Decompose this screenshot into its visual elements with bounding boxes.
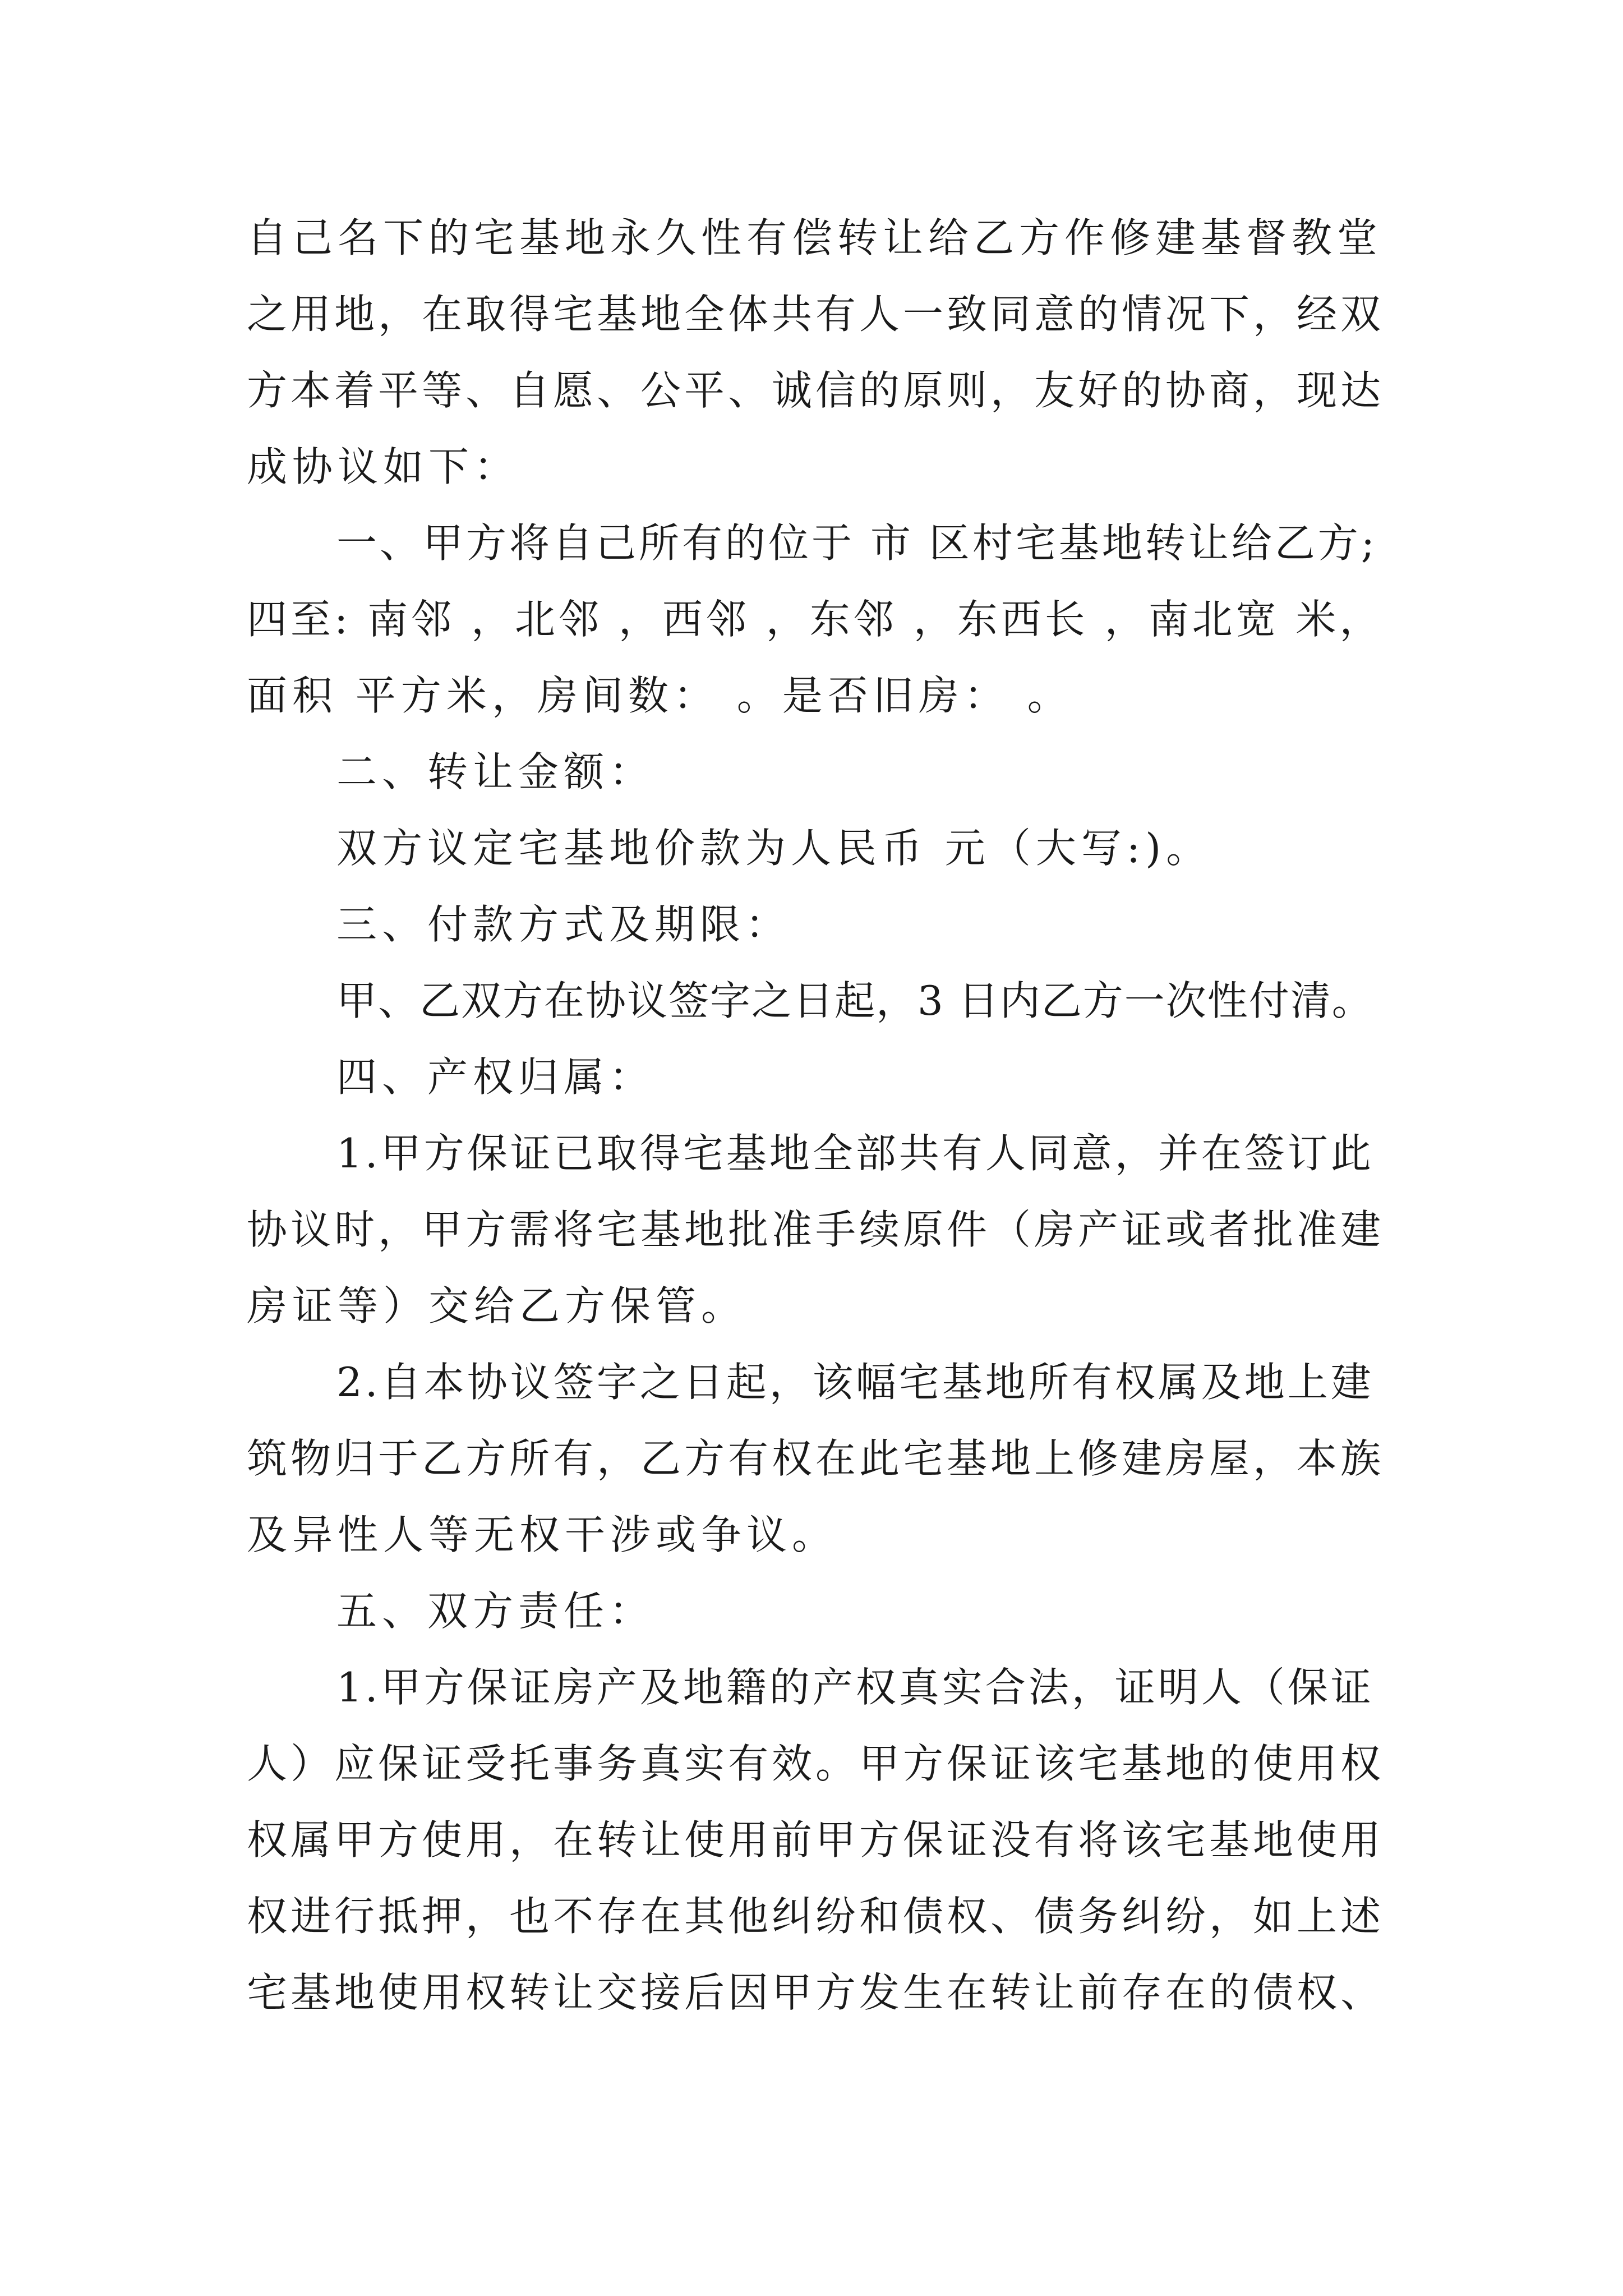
text-line: 三、付款方式及期限： <box>336 901 791 948</box>
text-line: 成协议如下： <box>247 443 520 490</box>
text-line: 自己名下的宅基地永久性有偿转让给乙方作修建基督教堂 <box>247 214 1383 261</box>
text-line: 宅基地使用权转让交接后因甲方发生在转让前存在的债权、 <box>247 1969 1385 2016</box>
text-line: 1.甲方保证已取得宅基地全部共有人同意，并在签订此 <box>336 1130 1374 1177</box>
text-line: 2.自本协议签字之日起，该幅宅基地所有权属及地上建 <box>336 1359 1374 1406</box>
text-line: 1.甲方保证房产及地籍的产权真实合法，证明人（保证 <box>336 1664 1374 1711</box>
text-line: 四、产权归属： <box>336 1053 655 1101</box>
text-line: 人）应保证受托事务真实有效。甲方保证该宅基地的使用权 <box>247 1740 1385 1787</box>
text-line: 双方议定宅基地价款为人民币 元（大写:)。 <box>336 825 1212 872</box>
text-line: 一、甲方将自己所有的位于 市 区村宅基地转让给乙方; <box>336 519 1378 567</box>
text-line: 面积 平方米，房间数： 。是否旧房： 。 <box>247 672 1073 719</box>
text-line: 二、转让金额： <box>336 748 655 795</box>
text-line: 五、双方责任： <box>336 1588 655 1635</box>
text-line: 协议时，甲方需将宅基地批准手续原件（房产证或者批准建 <box>247 1206 1385 1253</box>
text-line: 及异性人等无权干涉或争议。 <box>247 1511 838 1558</box>
text-line: 房证等）交给乙方保管。 <box>247 1282 747 1329</box>
text-line: 方本着平等、自愿、公平、诚信的原则，友好的协商，现达 <box>247 367 1385 414</box>
text-line: 之用地，在取得宅基地全体共有人一致同意的情况下，经双 <box>247 291 1385 338</box>
text-line: 筑物归于乙方所有，乙方有权在此宅基地上修建房屋，本族 <box>247 1435 1385 1482</box>
text-line: 甲、乙双方在协议签字之日起，3 日内乙方一次性付清。 <box>336 977 1373 1024</box>
text-line: 权进行抵押，也不存在其他纠纷和债权、债务纠纷，如上述 <box>247 1893 1385 1940</box>
text-line: 四至: 南邻 ，北邻 ，西邻 ，东邻 ，东西长 ，南北宽 米， <box>247 596 1384 643</box>
text-line: 权属甲方使用，在转让使用前甲方保证没有将该宅基地使用 <box>247 1816 1385 1864</box>
